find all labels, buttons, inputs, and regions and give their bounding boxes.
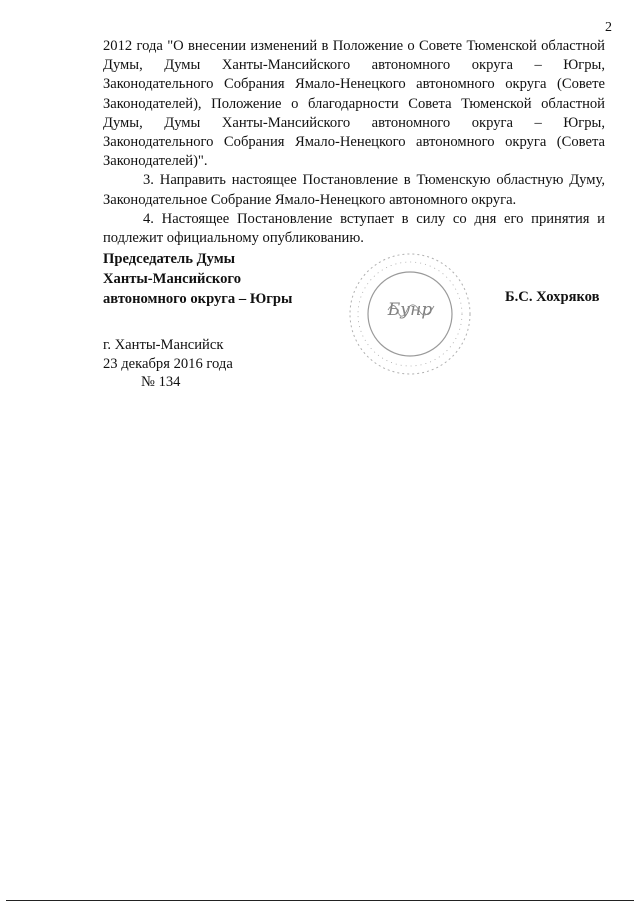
place-and-date xyxy=(103,336,233,392)
signatory-name: Б.С. Хохряков xyxy=(505,289,600,305)
seal-with-signature xyxy=(340,248,480,380)
signatory-title-line: Председатель Думы xyxy=(103,251,236,267)
handwritten-signature: Бунр xyxy=(387,300,433,320)
paragraph-continuation: 2012 года "О внесении изменений в Положение о Совете Тюменской областной Думы, Думы Ханты-Мансийского автономного округа – Югры, Законодательного Собрания Ямало-Ненецкого автономного округа (Совете Законодателей), Положение о благодарности Совета Тюменской областной Думы, Думы Ханты-Мансийского автономного округа – Югры, Законодательного Собрания Ямало-Ненецкого автономного округа (Совета Законодателей)". xyxy=(103,38,605,170)
city: г. Ханты-Мансийск xyxy=(103,337,224,353)
paragraph-item-4: 4. Настоящее Постановление вступает в силу со дня его принятия и подлежит официальному опубликованию. xyxy=(103,210,605,247)
document-number: № 134 xyxy=(141,374,181,390)
signatory-title-line: автономного округа – Югры xyxy=(103,291,293,307)
paragraph-item-3: 3. Направить настоящее Постановление в Тюменскую областную Думу, Законодательное Собрание Ямало-Ненецкого автономного округа. xyxy=(103,172,605,208)
date: 23 декабря 2016 года xyxy=(103,355,233,372)
bottom-rule xyxy=(6,900,634,901)
body-text xyxy=(103,37,605,248)
page-number: 2 xyxy=(605,20,612,35)
signatory-title xyxy=(103,249,292,309)
signatory-title-line: Ханты-Мансийского xyxy=(103,271,241,287)
